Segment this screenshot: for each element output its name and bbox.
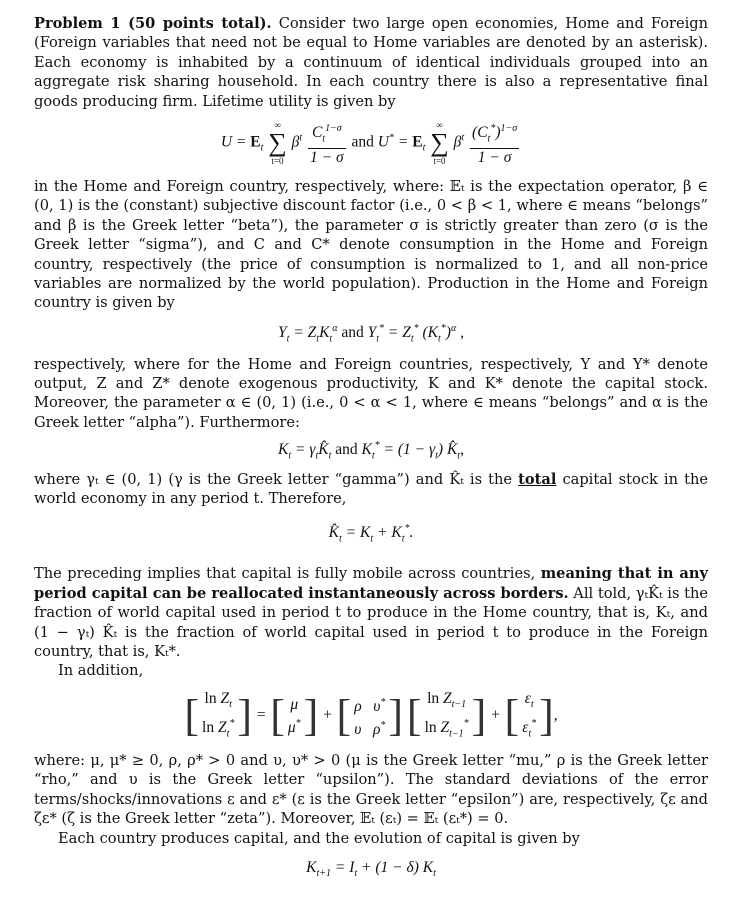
capital-evolution-intro: Each country produces capital, and the evolution of capital is given by <box>58 829 580 847</box>
intro-text: Consider two large open economies, Home and Foreign (Foreign variables that need not be equal to Home variables are denoted by an asterisk). Each economy is inhabited by a continuum of identical individuals grouped into an aggregate risk sharing household. In each country there is also a representative final goods producing firm. Lifetime utility is given by <box>34 15 709 110</box>
capital-accumulation-equation: $K_{t+1} = I_t + (1 - \delta)$ $K_t$ <box>306 859 436 880</box>
mobility-emphasis: meaning that in any period capital can be reallocated instantaneously across borders. <box>34 565 708 602</box>
production-equation: $Y_t = Z_tK_t^\alpha$ and $Y_t^* = Z_t^*$ $(K_t^*)^\alpha$ , <box>278 322 464 345</box>
and-word: and <box>351 133 374 151</box>
in-addition: In addition, <box>58 662 144 680</box>
utility-explanation: in the Home and Foreign country, respectively, where: 𝔼ₜ is the expectation operator, β ∈ (0, 1) is the (constant) subjective discount factor (i.e., 0 < β < 1, where ∈ means “belongs” and β is the Greek letter “beta”), the parameter σ is strictly greater than zero (σ is the Greek letter “sigma”), and C and C* denote consumption in the Home and Foreign country, respectively (the price of consumption is normalized to 1, and all non-price variables are normalized by the world population). Production in the Home and Foreign country is given by <box>34 178 708 312</box>
productivity-var-equation: [ $\ln Z_t$ $\ln Z_t^*$] = [ μ μ*] + [ ρ υ* υ ρ*] [ $\ln Z_{t-1}$ $\ln Z_{t-1}^*$] + [ $\varepsilon_t$ $\varepsilon_t^*$], <box>184 689 558 740</box>
gamma-explanation: where γₜ ∈ (0, 1) (γ is the Greek letter “gamma”) and K̂ₜ is the total capital stock in the world economy in any period t. Therefore, <box>34 470 708 508</box>
parameter-explanation: where: μ, μ* ≥ 0, ρ, ρ* > 0 and υ, υ* > 0 (μ is the Greek letter “mu,” ρ is the Greek letter “rho,” and υ is the Greek letter “upsilon”). The standard deviations of the error terms/shocks/innovations ε and ε* (ε is the Greek letter “epsilon”) are, respectively, ζε and ζε* (ζ is the Greek letter “zeta”). Moreover, 𝔼ₜ (εₜ) = 𝔼ₜ (εₜ*) = 0. <box>34 752 708 828</box>
total-emphasis: total <box>518 470 557 488</box>
mobility-paragraph: The preceding implies that capital is fully mobile across countries, meaning that in any period capital can be reallocated instantaneously across borders. All told, γₜK̂ₜ is the fraction of world capital used in period t to produce in the Home country, that is, Kₜ, and (1 − γₜ) K̂ₜ is the fraction of world capital used in period t to produce in the Foreign country, that is, Kₜ*. <box>34 565 708 660</box>
utility-equation: $U = E_t$ ∞ ∑ t=0 $\beta^t$ $\frac{C_t^{1-\sigma}}{1 - \sigma}$ and $U^* = E_t$ ∞ ∑ t=0 $\beta^t$ $\frac{(C_t^*)^{1-\sigma}}{1 - \sigma}$ <box>220 120 518 167</box>
world-capital-equation: $K̂_t = K_t + K_t^*$. <box>328 522 414 544</box>
problem-intro <box>34 14 708 111</box>
production-explanation: respectively, where for the Home and Foreign countries, respectively, Y and Y* denote output, Z and Z* denote exogenous productivity, K and K* denote the capital stock. Moreover, the parameter α ∈ (0, 1) (i.e., 0 < α < 1, where ∈ means “belongs” and α is the Greek letter “alpha”). Furthermore: <box>34 355 708 431</box>
capital-share-equation: $K_t$ = $\gamma_tK̂_t$ and $K_t^* = (1 - \gamma_t)$ $K̂_t$, <box>278 440 464 462</box>
problem-heading: Problem 1 (50 points total). <box>34 15 272 32</box>
